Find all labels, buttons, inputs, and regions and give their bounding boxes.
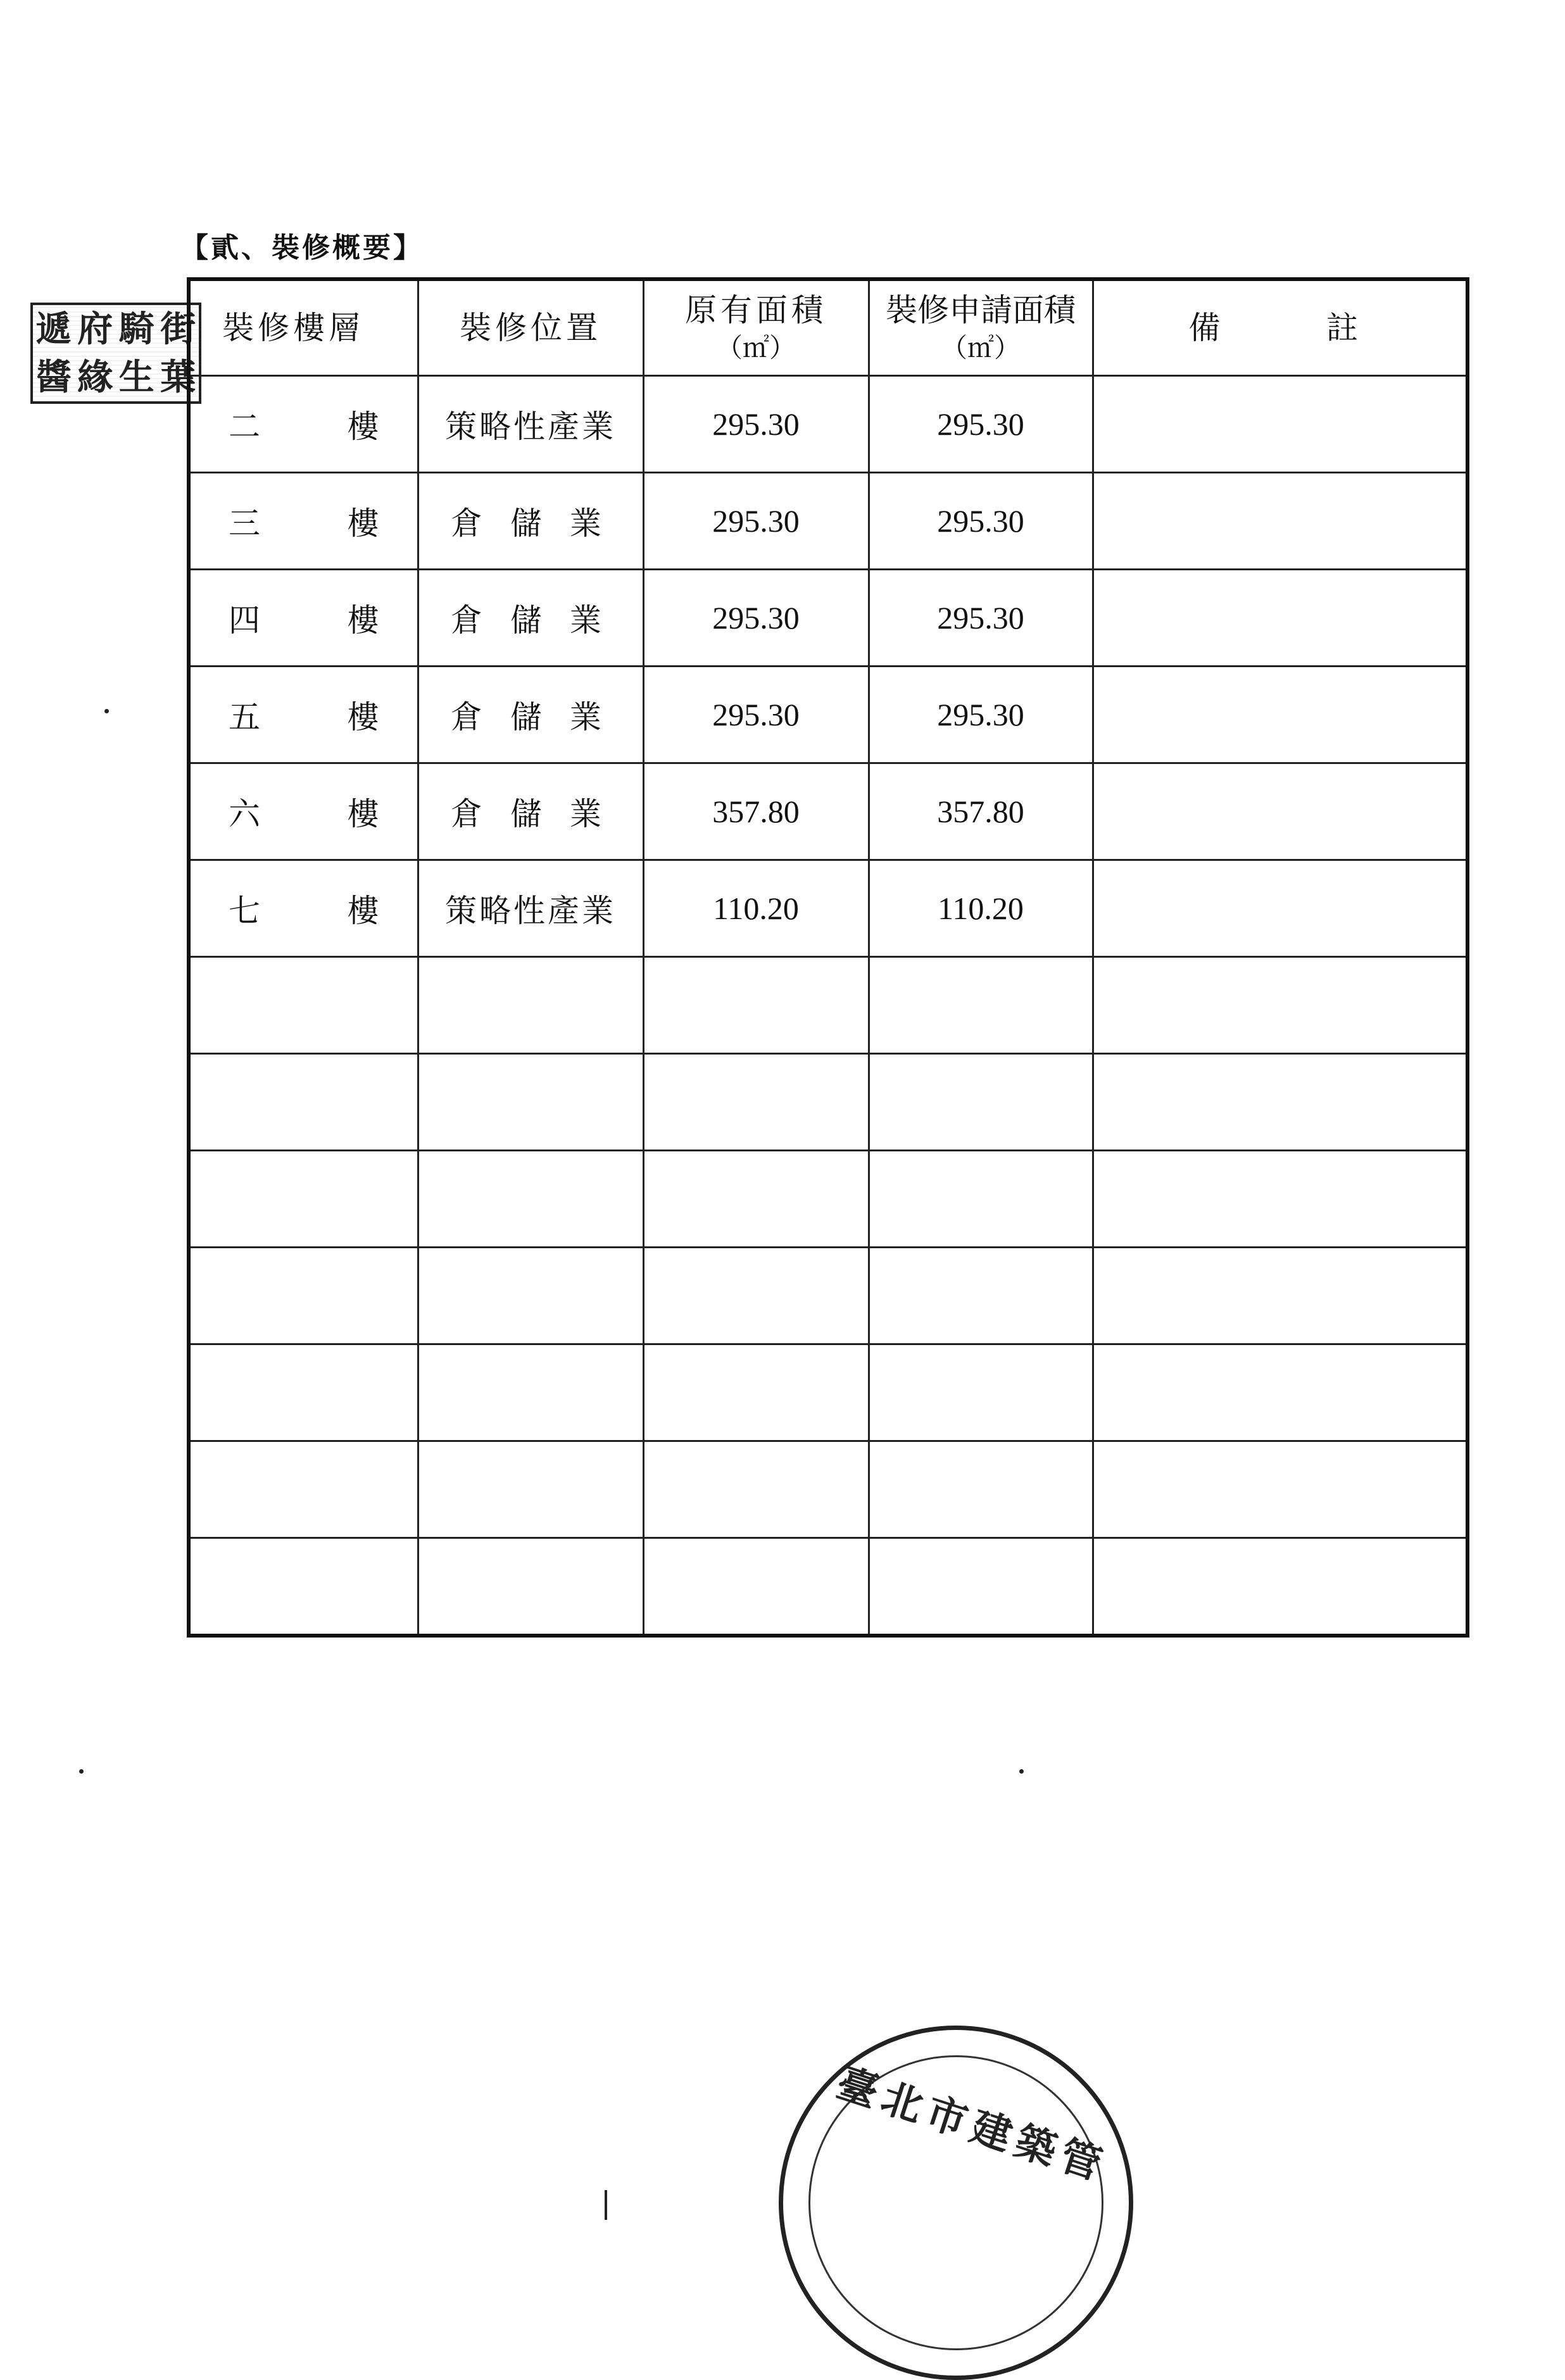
round-seal-text: 臺北市建築管	[831, 2059, 1113, 2191]
cell-floor	[189, 473, 418, 570]
header-original-area	[643, 279, 869, 376]
empty-cell	[643, 1054, 869, 1151]
renovation-summary-table-wrap	[187, 277, 1466, 1620]
renovation-summary-table	[187, 277, 1469, 1638]
table-row	[189, 570, 1468, 667]
cell-location: 倉 儲 業	[418, 667, 643, 763]
cell-original-area: 295.30	[643, 473, 869, 570]
stamp-char: 生	[118, 356, 154, 398]
cell-location: 策略性產業	[418, 376, 643, 473]
cell-location: 策略性產業	[418, 860, 643, 957]
round-seal	[779, 2026, 1133, 2380]
cell-remarks	[1093, 860, 1468, 957]
stamp-char: 遞	[35, 308, 72, 350]
empty-cell	[189, 1054, 418, 1151]
empty-cell	[418, 1538, 643, 1636]
floor-number: 二	[229, 408, 260, 445]
table-body	[189, 376, 1468, 1636]
empty-cell	[1093, 1344, 1468, 1441]
scan-speck	[79, 1769, 84, 1774]
cell-floor	[189, 667, 418, 763]
header-applied-area-label: 裝修申請面積	[886, 292, 1076, 329]
table-row-empty	[189, 1151, 1468, 1248]
cell-remarks	[1093, 473, 1468, 570]
empty-cell	[869, 1344, 1093, 1441]
empty-cell	[869, 1151, 1093, 1248]
cell-remarks	[1093, 376, 1468, 473]
empty-cell	[869, 1441, 1093, 1538]
cell-location: 倉 儲 業	[418, 763, 643, 860]
cell-remarks	[1093, 667, 1468, 763]
cell-applied-area: 295.30	[869, 667, 1093, 763]
table-row-empty	[189, 1441, 1468, 1538]
scan-mark	[605, 2190, 607, 2220]
empty-cell	[418, 1054, 643, 1151]
cell-floor	[189, 860, 418, 957]
header-remarks-a: 備	[1188, 309, 1221, 346]
floor-number: 三	[229, 505, 260, 542]
empty-cell	[418, 1441, 643, 1538]
empty-cell	[189, 1344, 418, 1441]
empty-cell	[869, 957, 1093, 1054]
empty-cell	[189, 1151, 418, 1248]
header-floor: 裝修樓層	[189, 279, 418, 376]
empty-cell	[1093, 1054, 1468, 1151]
floor-unit: 樓	[347, 505, 379, 542]
floor-number: 七	[229, 892, 260, 929]
table-row	[189, 860, 1468, 957]
floor-unit: 樓	[347, 699, 379, 736]
empty-cell	[189, 1441, 418, 1538]
empty-cell	[1093, 957, 1468, 1054]
empty-cell	[869, 1054, 1093, 1151]
cell-original-area: 357.80	[643, 763, 869, 860]
header-original-area-unit: （㎡）	[715, 332, 796, 364]
scan-speck	[1019, 1769, 1024, 1774]
header-location-label: 裝修位置	[460, 309, 601, 346]
cell-original-area: 295.30	[643, 667, 869, 763]
scan-speck	[104, 709, 109, 713]
stamp-char: 府	[77, 308, 113, 350]
side-stamp	[30, 303, 201, 404]
cell-applied-area: 357.80	[869, 763, 1093, 860]
cell-location: 倉 儲 業	[418, 473, 643, 570]
cell-location: 倉 儲 業	[418, 570, 643, 667]
cell-floor	[189, 570, 418, 667]
floor-unit: 樓	[347, 602, 379, 639]
cell-remarks	[1093, 763, 1468, 860]
floor-unit: 樓	[347, 892, 379, 929]
stamp-char: 葉	[160, 356, 196, 398]
table-row	[189, 763, 1468, 860]
empty-cell	[418, 1344, 643, 1441]
header-remarks	[1093, 279, 1468, 376]
empty-cell	[1093, 1151, 1468, 1248]
empty-cell	[189, 1248, 418, 1344]
table-row	[189, 376, 1468, 473]
empty-cell	[418, 1248, 643, 1344]
table-row-empty	[189, 1248, 1468, 1344]
empty-cell	[643, 1248, 869, 1344]
cell-original-area: 295.30	[643, 570, 869, 667]
empty-cell	[643, 957, 869, 1054]
stamp-char: 醬	[35, 356, 72, 398]
empty-cell	[869, 1248, 1093, 1344]
header-remarks-b: 註	[1326, 309, 1358, 346]
floor-unit: 樓	[347, 408, 379, 445]
cell-applied-area: 295.30	[869, 376, 1093, 473]
floor-unit: 樓	[347, 796, 379, 832]
table-row-empty	[189, 957, 1468, 1054]
floor-number: 六	[229, 796, 260, 832]
floor-number: 四	[229, 602, 260, 639]
empty-cell	[869, 1538, 1093, 1636]
cell-original-area: 295.30	[643, 376, 869, 473]
cell-floor	[189, 763, 418, 860]
empty-cell	[1093, 1538, 1468, 1636]
empty-cell	[643, 1538, 869, 1636]
table-row-empty	[189, 1054, 1468, 1151]
table-row-empty	[189, 1538, 1468, 1636]
table-row	[189, 473, 1468, 570]
header-applied-area-unit: （㎡）	[940, 332, 1021, 364]
cell-original-area: 110.20	[643, 860, 869, 957]
cell-remarks	[1093, 570, 1468, 667]
floor-number: 五	[229, 699, 260, 736]
empty-cell	[418, 957, 643, 1054]
header-original-area-label: 原有面積	[685, 292, 827, 329]
table-row	[189, 667, 1468, 763]
table-row-empty	[189, 1344, 1468, 1441]
section-title: 【貳、裝修概要】	[180, 232, 424, 264]
empty-cell	[1093, 1441, 1468, 1538]
cell-applied-area: 295.30	[869, 570, 1093, 667]
empty-cell	[189, 1538, 418, 1636]
empty-cell	[189, 957, 418, 1054]
stamp-char: 緣	[77, 356, 113, 398]
cell-floor	[189, 376, 418, 473]
empty-cell	[643, 1151, 869, 1248]
cell-applied-area: 295.30	[869, 473, 1093, 570]
empty-cell	[643, 1344, 869, 1441]
stamp-char: 騎	[118, 308, 154, 350]
empty-cell	[643, 1441, 869, 1538]
header-location	[418, 279, 643, 376]
header-applied-area	[869, 279, 1093, 376]
empty-cell	[1093, 1248, 1468, 1344]
table-header-row	[189, 279, 1468, 376]
stamp-char: 街	[160, 308, 196, 350]
cell-applied-area: 110.20	[869, 860, 1093, 957]
empty-cell	[418, 1151, 643, 1248]
